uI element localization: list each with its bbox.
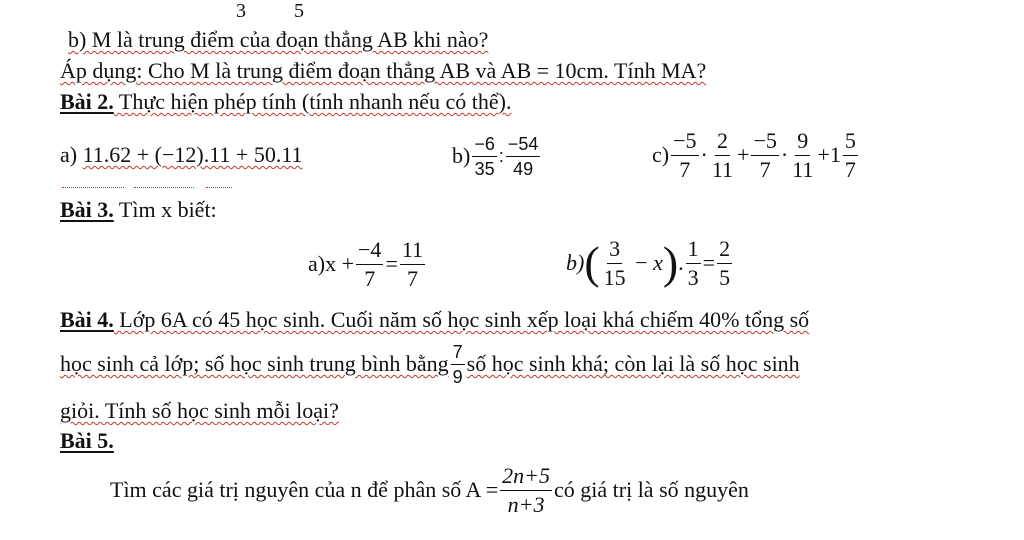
exercise-4-fraction: $\frac{7}{9}$ [452, 341, 463, 387]
exercise-2b-fraction-2: $\frac{-54}{49}$ [507, 133, 539, 179]
exercise-3a-plus: + [336, 251, 355, 276]
exercise-3a-fraction-2: $\frac{11}{7}$ [401, 236, 424, 291]
exercise-2-instruction: Thực hiện phép tính (tính nhanh nếu có thể). [113, 89, 512, 114]
exercise-3a-fraction-1: $\frac{-4}{7}$ [358, 236, 382, 291]
exercise-3b [566, 228, 734, 298]
exercise-3b-fraction-1: $\frac{3}{15}$ [603, 235, 626, 290]
exercise-2-heading [60, 89, 511, 115]
exercise-3a-prefix: a) [308, 251, 326, 276]
exercise-4-label: Bài 4. [60, 307, 114, 332]
exercise-3b-minus: − [629, 250, 654, 275]
question-b-line [68, 27, 488, 53]
exercise-3b-dot: . [678, 250, 684, 275]
exercise-3a [308, 232, 427, 296]
exercise-3-heading [60, 197, 217, 223]
exercise-2c-mixed-fraction: $\frac{5}{7}$ [844, 127, 856, 182]
exercise-4-text-1: Lớp 6A có 45 học sinh. Cuối năm số học sinh xếp loại khá chiếm 40% tổng số [113, 307, 810, 332]
squiggle-mark-2 [134, 187, 194, 188]
exercise-2a-prefix: a) [60, 142, 83, 167]
application-text: Áp dụng: Cho M là trung điểm đoạn thẳng AB và AB = 10cm. Tính MA? [60, 58, 707, 83]
top-fraction-left-den: 3 [236, 0, 246, 22]
exercise-4-line-2 [60, 336, 800, 392]
exercise-2a [60, 142, 303, 168]
exercise-5-fraction: $\frac{2n+5}{n+3}$ [502, 462, 550, 517]
exercise-3a-equals: = [385, 251, 398, 276]
squiggle-mark-1 [62, 187, 124, 188]
exercise-5-text-pre: Tìm các giá trị nguyên của n để phân số A = [110, 477, 499, 502]
exercise-2c [652, 124, 860, 186]
application-line [60, 58, 706, 84]
exercise-2c-prefix: c) [652, 142, 670, 167]
exercise-3b-prefix: b) [566, 250, 585, 275]
exercise-3b-equals: = [702, 250, 716, 275]
exercise-5-heading [60, 428, 114, 454]
squiggle-mark-3 [206, 187, 232, 188]
exercise-2c-fraction-2: $\frac{2}{11}$ [711, 127, 734, 182]
exercise-4-text-2a: học sinh cả lớp; số học sinh trung bình bằng [60, 351, 449, 376]
exercise-3b-close-paren: ) [662, 237, 679, 288]
exercise-2a-expression: 11.62 + (−12).11 + 50.11 [82, 142, 303, 167]
exercise-3b-fraction-3: $\frac{2}{5}$ [719, 235, 731, 290]
exercise-2c-dot-2: · [780, 142, 789, 167]
exercise-2b-operator: : [498, 146, 504, 166]
exercise-2c-dot-1: · [700, 142, 708, 167]
exercise-3b-variable: x [653, 250, 663, 275]
exercise-3b-fraction-2: $\frac{1}{3}$ [687, 235, 699, 290]
exercise-2-label: Bài 2. [60, 89, 114, 114]
exercise-2b-prefix: b) [452, 143, 471, 168]
exercise-2b [452, 128, 542, 184]
exercise-5-text-post: có giá trị là số nguyên [554, 477, 749, 502]
exercise-2c-mixed-whole: 1 [829, 142, 841, 167]
exercise-2c-plus-1: + [737, 142, 750, 167]
exercise-4-text-2b: số học sinh khá; còn lại là số học sinh [466, 351, 800, 376]
exercise-5-label: Bài 5. [60, 428, 114, 453]
question-b-text: b) M là trung điểm của đoạn thẳng AB khi nào? [68, 27, 489, 52]
exercise-4-line-1 [60, 307, 809, 333]
exercise-2b-fraction-1: $\frac{-6}{35}$ [474, 133, 495, 179]
exercise-3-label: Bài 3. [60, 197, 114, 222]
exercise-2c-plus-2: + [817, 142, 830, 167]
exercise-4-text-3: giỏi. Tính số học sinh mỗi loại? [60, 398, 339, 423]
exercise-2c-fraction-3: $\frac{-5}{7}$ [753, 127, 777, 182]
exercise-2c-fraction-4: $\frac{9}{11}$ [792, 127, 814, 182]
exercise-3a-variable: x [325, 251, 337, 276]
exercise-2c-fraction-1: $\frac{-5}{7}$ [673, 127, 697, 182]
exercise-4-line-3 [60, 398, 339, 424]
exercise-5-line [110, 458, 749, 522]
exercise-3b-open-paren: ( [584, 237, 600, 288]
top-fraction-right-den: 5 [294, 0, 304, 22]
exercise-3-instruction: Tìm x biết: [113, 197, 217, 222]
